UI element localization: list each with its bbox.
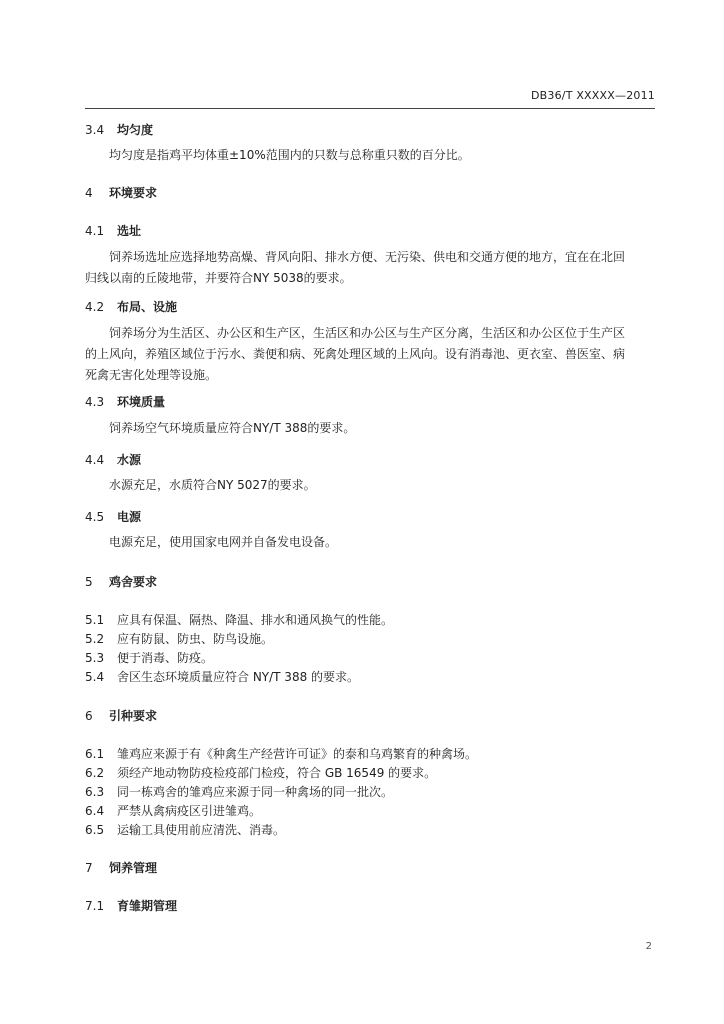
heading-title: 水源 <box>117 453 142 467</box>
heading-4-1 <box>85 222 141 239</box>
list-item-6-4 <box>85 802 261 819</box>
heading-3-4 <box>85 121 153 138</box>
header-rule <box>85 108 655 109</box>
heading-title: 鸡舍要求 <box>109 575 158 589</box>
list-text: 雏鸡应来源于有《种禽生产经营许可证》的泰和乌鸡繁育的种禽场。 <box>117 747 478 761</box>
heading-4-4 <box>85 451 141 468</box>
heading-5 <box>85 573 157 590</box>
list-item-6-1 <box>85 745 477 762</box>
list-text: 运输工具使用前应清洗、消毒。 <box>117 823 286 837</box>
paragraph-line: 电源充足，使用国家电网并自备发电设备。 <box>109 535 338 549</box>
heading-number: 4.4 <box>85 453 105 467</box>
heading-4-3 <box>85 393 165 410</box>
paragraph-line: 均匀度是指鸡平均体重±10%范围内的只数与总称重只数的百分比。 <box>109 148 470 162</box>
list-text: 须经产地动物防疫检疫部门检疫，符合 GB 16549 的要求。 <box>117 766 437 780</box>
heading-number: 7 <box>85 861 93 875</box>
list-text: 同一栋鸡舍的雏鸡应来源于同一种禽场的同一批次。 <box>117 785 394 799</box>
heading-4-5 <box>85 508 141 525</box>
page-number: 2 <box>645 941 652 952</box>
heading-number: 5 <box>85 575 93 589</box>
heading-title: 布局、设施 <box>117 300 178 314</box>
list-item-5-1 <box>85 611 393 628</box>
document-code: DB36/T XXXXX—2011 <box>530 89 655 102</box>
heading-title: 选址 <box>117 224 142 238</box>
list-number: 6.5 <box>85 823 105 837</box>
paragraph-4-4 <box>85 475 655 496</box>
paragraph-line: 饲养场分为生活区、办公区和生产区，生活区和办公区与生产区分离，生活区和办公区位于生产区 <box>109 326 626 340</box>
heading-7 <box>85 859 157 876</box>
heading-number: 7.1 <box>85 899 105 913</box>
list-item-6-3 <box>85 783 393 800</box>
list-number: 5.1 <box>85 613 105 627</box>
heading-number: 4 <box>85 186 93 200</box>
list-number: 5.2 <box>85 632 105 646</box>
list-text: 应有防鼠、防虫、防鸟设施。 <box>117 632 274 646</box>
paragraph-line: 的上风向，养殖区域位于污水、粪便和病、死禽处理区域的上风向。设有消毒池、更衣室、兽医室、病 <box>85 347 626 361</box>
paragraph-4-5 <box>85 532 655 553</box>
paragraph-line: 饲养场选址应选择地势高燥、背风向阳、排水方便、无污染、供电和交通方便的地方，宜在在北回 <box>109 250 626 264</box>
list-number: 6.1 <box>85 747 105 761</box>
heading-number: 4.5 <box>85 510 105 524</box>
heading-7-1 <box>85 897 177 914</box>
paragraph-4-1 <box>85 247 655 289</box>
paragraph-4-2 <box>85 323 655 386</box>
heading-title: 环境要求 <box>109 186 158 200</box>
list-text: 应具有保温、隔热、降温、排水和通风换气的性能。 <box>117 613 394 627</box>
list-number: 6.3 <box>85 785 105 799</box>
heading-title: 电源 <box>117 510 142 524</box>
heading-4 <box>85 184 157 201</box>
list-item-5-4 <box>85 668 359 685</box>
paragraph-3-4 <box>85 145 655 166</box>
list-number: 5.4 <box>85 670 105 684</box>
list-item-6-5 <box>85 821 285 838</box>
list-item-6-2 <box>85 764 436 781</box>
heading-number: 6 <box>85 709 93 723</box>
list-text: 严禁从禽病疫区引进雏鸡。 <box>117 804 262 818</box>
heading-number: 4.1 <box>85 224 105 238</box>
list-text: 便于消毒、防疫。 <box>117 651 214 665</box>
list-number: 6.4 <box>85 804 105 818</box>
heading-title: 均匀度 <box>117 123 154 137</box>
heading-title: 引种要求 <box>109 709 158 723</box>
heading-6 <box>85 707 157 724</box>
heading-number: 3.4 <box>85 123 105 137</box>
heading-4-2 <box>85 298 177 315</box>
heading-title: 育雏期管理 <box>117 899 178 913</box>
paragraph-line: 水源充足，水质符合NY 5027的要求。 <box>109 478 316 492</box>
list-number: 6.2 <box>85 766 105 780</box>
paragraph-4-3 <box>85 418 655 439</box>
heading-number: 4.3 <box>85 395 105 409</box>
list-item-5-2 <box>85 630 273 647</box>
paragraph-line: 饲养场空气环境质量应符合NY/T 388的要求。 <box>109 421 356 435</box>
paragraph-line: 死禽无害化处理等设施。 <box>85 368 218 382</box>
heading-title: 饲养管理 <box>109 861 158 875</box>
list-number: 5.3 <box>85 651 105 665</box>
list-item-5-3 <box>85 649 213 666</box>
paragraph-line: 归线以南的丘陵地带，并要符合NY 5038的要求。 <box>85 271 352 285</box>
heading-number: 4.2 <box>85 300 105 314</box>
heading-title: 环境质量 <box>117 395 166 409</box>
list-text: 舍区生态环境质量应符合 NY/T 388 的要求。 <box>117 670 360 684</box>
